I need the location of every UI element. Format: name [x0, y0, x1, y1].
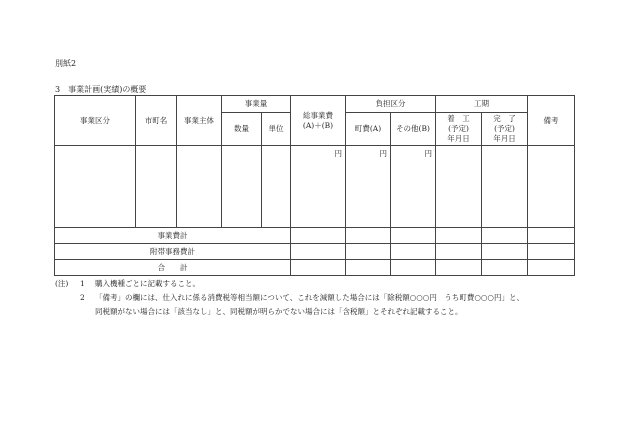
header-total-cost — [291, 96, 346, 146]
plan-table — [54, 95, 575, 276]
header-end-line1: 完 了 — [493, 114, 516, 123]
note-number: 2 — [80, 293, 85, 302]
cell-unit — [262, 146, 291, 228]
header-volume: 事業量 — [222, 96, 291, 113]
header-start-line2: (予定) — [448, 124, 469, 133]
header-other-cost: その他(B) — [391, 113, 436, 146]
header-end-line2: (予定) — [494, 124, 515, 133]
header-entity: 事業主体 — [177, 96, 222, 146]
header-total-cost-line1: 総事業費 — [303, 110, 333, 120]
header-town-cost: 町費(A) — [346, 113, 391, 146]
cell-end-date — [482, 146, 528, 228]
cell-entity — [177, 146, 222, 228]
notes — [55, 277, 524, 319]
total-row-label: 附帯事務費計 — [55, 244, 291, 260]
cell-other-cost: 円 — [391, 146, 436, 228]
header-burden: 負担区分 — [346, 96, 436, 113]
note-number: 1 — [80, 279, 85, 288]
header-start-line1: 着 工 — [447, 114, 470, 123]
cell-municipality — [136, 146, 177, 228]
header-start-date — [436, 113, 482, 146]
header-unit: 単位 — [262, 113, 291, 146]
note-item — [55, 291, 524, 305]
cell-start-date — [436, 146, 482, 228]
cell-total-cost: 円 — [291, 146, 346, 228]
cell-town-cost: 円 — [346, 146, 391, 228]
section-title: 3 事業計画(実績)の概要 — [55, 85, 147, 94]
header-start-line3: 年月日 — [447, 134, 470, 143]
cell-quantity — [222, 146, 262, 228]
note-continuation: 同税額がない場合には「該当なし」と、同税額が明らかでない場合には「含税額」とそれぞれ記載すること。 — [95, 307, 463, 316]
note-text: 「備考」の欄には、仕入れに係る消費税等相当額について、これを減額した場合には「除税額○○○円 うち町費○○○円」と、 — [95, 293, 524, 302]
header-municipality: 市町名 — [136, 96, 177, 146]
header-category: 事業区分 — [55, 96, 136, 146]
cell-remarks — [528, 146, 575, 228]
note-text: 購入機種ごとに記載すること。 — [95, 279, 200, 288]
header-end-date — [482, 113, 528, 146]
note-item — [55, 277, 524, 291]
header-quantity: 数量 — [222, 113, 262, 146]
cell-category — [55, 146, 136, 228]
total-row-label: 合 計 — [55, 260, 291, 276]
header-schedule: 工期 — [436, 96, 528, 113]
notes-label: (注) — [55, 279, 69, 288]
appendix-label: 別紙2 — [55, 59, 77, 68]
header-remarks: 備考 — [528, 96, 575, 146]
total-row-label: 事業費計 — [55, 228, 291, 244]
header-total-cost-line2: (A)＋(B) — [302, 120, 334, 130]
header-end-line3: 年月日 — [493, 134, 516, 143]
